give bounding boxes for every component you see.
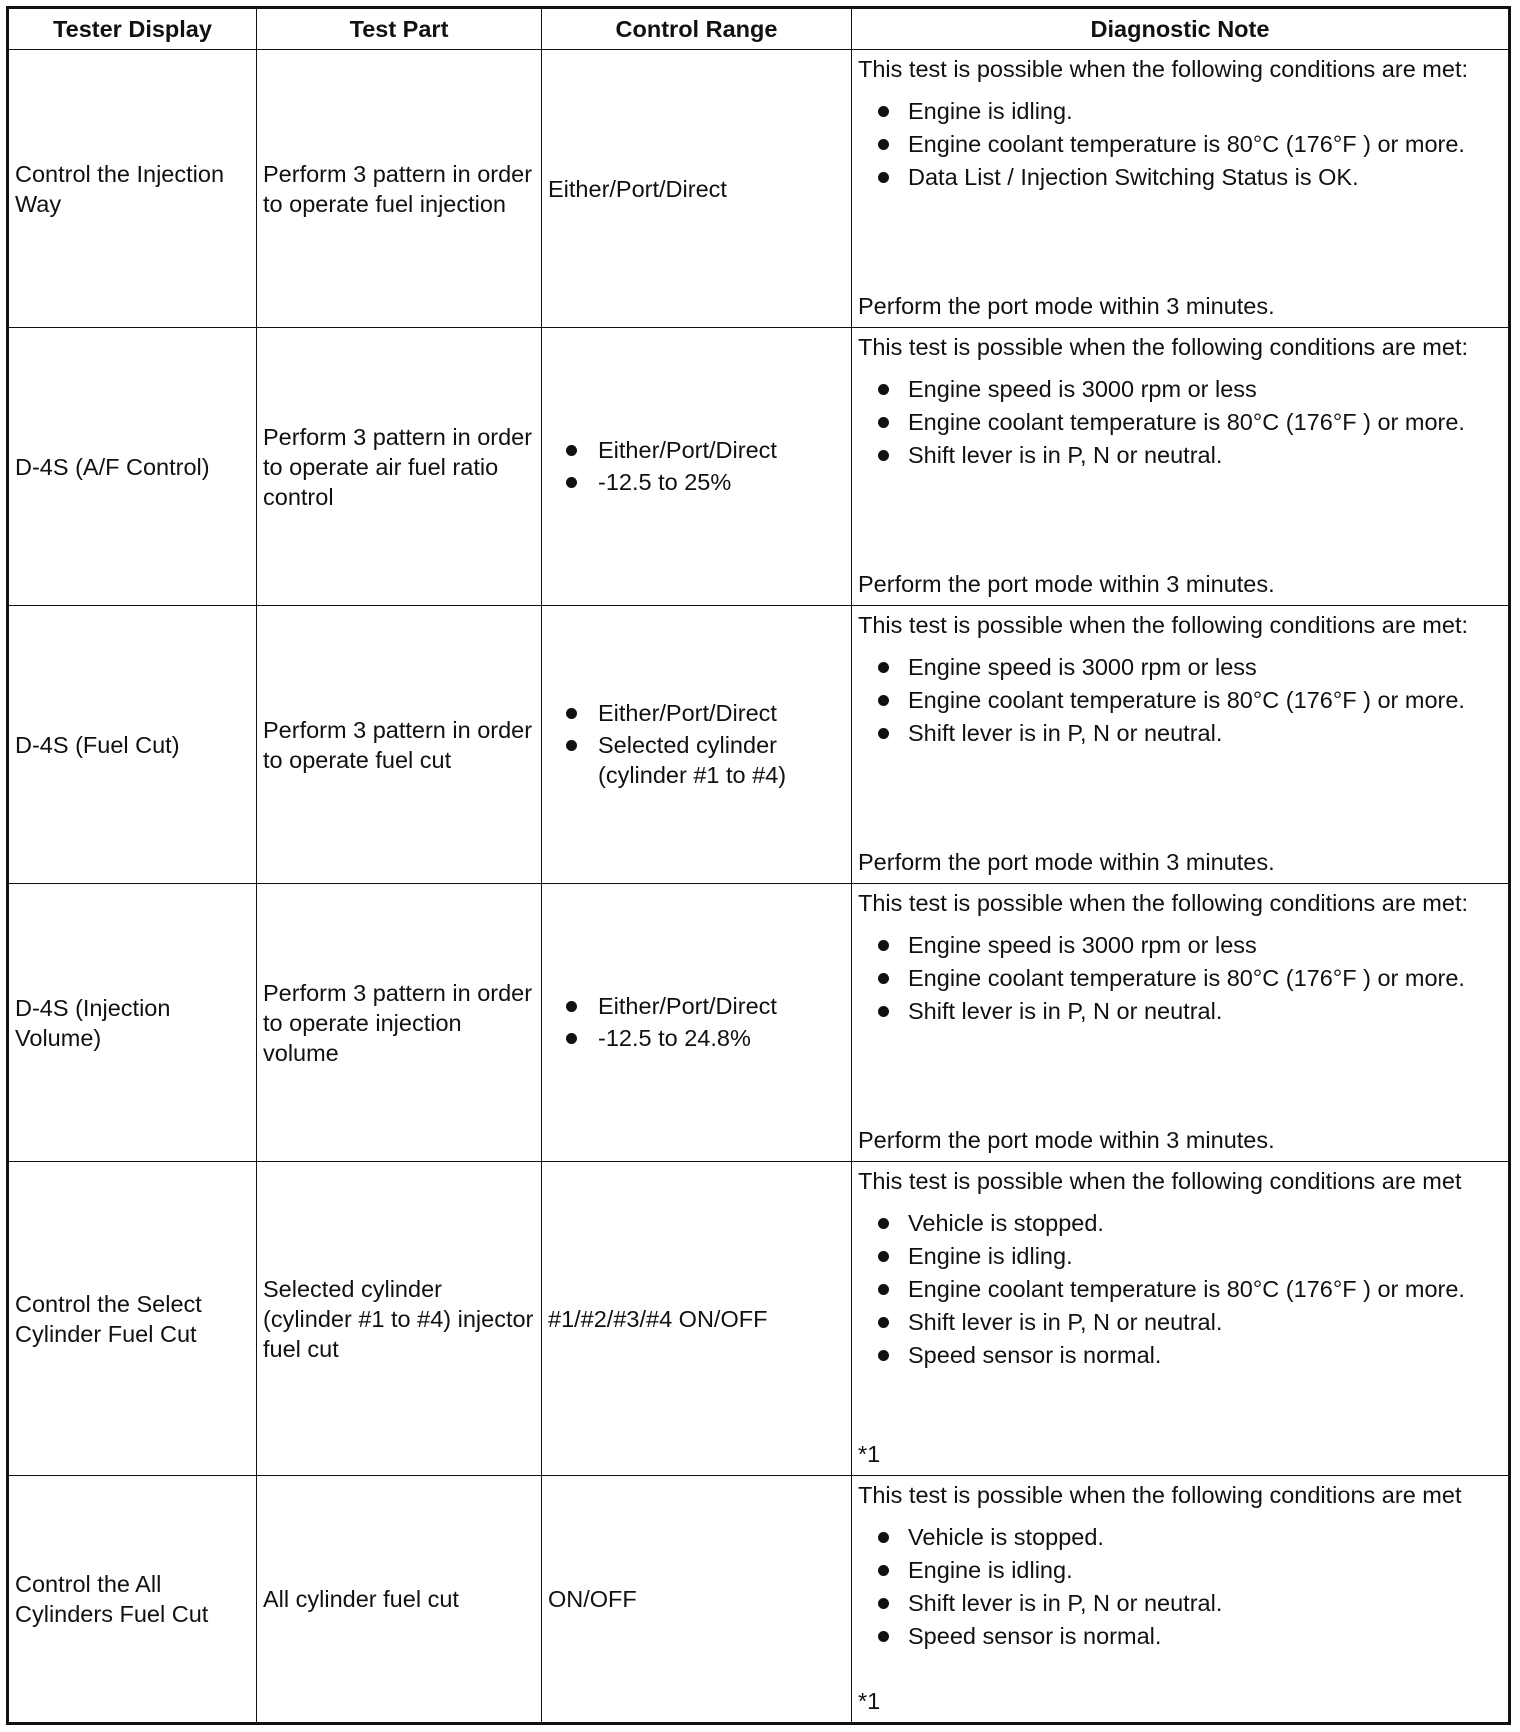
note-footer: *1	[858, 1441, 881, 1467]
cell-diagnostic-note	[852, 884, 1510, 1162]
condition-item: Shift lever is in P, N or neutral.	[858, 1307, 1502, 1337]
condition-item: Engine is idling.	[858, 1555, 1502, 1585]
control-range-item: Selected cylinder (cylinder #1 to #4)	[548, 730, 845, 790]
note-footer: Perform the port mode within 3 minutes.	[858, 293, 1275, 319]
condition-list	[858, 930, 1502, 1026]
table-row	[8, 606, 1510, 884]
note-footer: Perform the port mode within 3 minutes.	[858, 571, 1275, 597]
table-header	[8, 8, 1510, 50]
note-intro: This test is possible when the following conditions are met:	[858, 56, 1469, 82]
active-test-table-container	[6, 6, 1508, 1722]
note-intro: This test is possible when the following conditions are met	[858, 1482, 1462, 1508]
control-range-item: Either/Port/Direct	[548, 435, 845, 465]
condition-list	[858, 652, 1502, 748]
cell-control-range	[542, 1162, 852, 1476]
header-test-part: Test Part	[257, 8, 542, 50]
cell-control-range	[542, 1476, 852, 1724]
control-range-item: -12.5 to 25%	[548, 467, 845, 497]
condition-item: Speed sensor is normal.	[858, 1621, 1502, 1651]
condition-item: Engine coolant temperature is 80°C (176°F ) or more.	[858, 1274, 1502, 1304]
condition-item: Engine speed is 3000 rpm or less	[858, 930, 1502, 960]
header-tester-display: Tester Display	[8, 8, 257, 50]
condition-list	[858, 1522, 1502, 1651]
cell-tester-display: Control the Select Cylinder Fuel Cut	[8, 1162, 257, 1476]
condition-item: Shift lever is in P, N or neutral.	[858, 718, 1502, 748]
table-row	[8, 1476, 1510, 1724]
table-row	[8, 884, 1510, 1162]
condition-item: Engine coolant temperature is 80°C (176°F ) or more.	[858, 129, 1502, 159]
table-row	[8, 328, 1510, 606]
condition-item: Engine coolant temperature is 80°C (176°F ) or more.	[858, 963, 1502, 993]
cell-test-part: Perform 3 pattern in order to operate fuel cut	[257, 606, 542, 884]
header-diagnostic-note: Diagnostic Note	[852, 8, 1510, 50]
cell-tester-display: D-4S (A/F Control)	[8, 328, 257, 606]
cell-tester-display: D-4S (Injection Volume)	[8, 884, 257, 1162]
note-footer: Perform the port mode within 3 minutes.	[858, 1127, 1275, 1153]
cell-diagnostic-note	[852, 50, 1510, 328]
note-footer: Perform the port mode within 3 minutes.	[858, 849, 1275, 875]
condition-list	[858, 96, 1502, 192]
condition-item: Vehicle is stopped.	[858, 1522, 1502, 1552]
cell-tester-display: Control the Injection Way	[8, 50, 257, 328]
condition-item: Engine speed is 3000 rpm or less	[858, 652, 1502, 682]
condition-item: Engine coolant temperature is 80°C (176°F ) or more.	[858, 685, 1502, 715]
cell-control-range	[542, 606, 852, 884]
cell-diagnostic-note	[852, 328, 1510, 606]
note-intro: This test is possible when the following conditions are met:	[858, 334, 1469, 360]
cell-tester-display: D-4S (Fuel Cut)	[8, 606, 257, 884]
condition-item: Shift lever is in P, N or neutral.	[858, 1588, 1502, 1618]
control-range-item: Either/Port/Direct	[548, 991, 845, 1021]
cell-control-range	[542, 328, 852, 606]
note-intro: This test is possible when the following conditions are met:	[858, 890, 1469, 916]
table-row	[8, 50, 1510, 328]
note-intro: This test is possible when the following conditions are met:	[858, 612, 1469, 638]
cell-diagnostic-note	[852, 1476, 1510, 1724]
condition-item: Engine coolant temperature is 80°C (176°F ) or more.	[858, 407, 1502, 437]
control-range-list	[548, 435, 845, 497]
condition-item: Shift lever is in P, N or neutral.	[858, 440, 1502, 470]
control-range-list	[548, 991, 845, 1053]
cell-test-part: Perform 3 pattern in order to operate injection volume	[257, 884, 542, 1162]
control-range-item: -12.5 to 24.8%	[548, 1023, 845, 1053]
active-test-table	[6, 6, 1511, 1725]
control-range-text: #1/#2/#3/#4 ON/OFF	[548, 1305, 768, 1332]
cell-test-part: Perform 3 pattern in order to operate air fuel ratio control	[257, 328, 542, 606]
control-range-text: Either/Port/Direct	[548, 175, 727, 202]
note-intro: This test is possible when the following conditions are met	[858, 1168, 1462, 1194]
condition-item: Speed sensor is normal.	[858, 1340, 1502, 1370]
cell-control-range	[542, 884, 852, 1162]
table-row	[8, 1162, 1510, 1476]
condition-item: Shift lever is in P, N or neutral.	[858, 996, 1502, 1026]
header-control-range: Control Range	[542, 8, 852, 50]
cell-diagnostic-note	[852, 606, 1510, 884]
condition-item: Engine speed is 3000 rpm or less	[858, 374, 1502, 404]
condition-item: Data List / Injection Switching Status is OK.	[858, 162, 1502, 192]
control-range-list	[548, 698, 845, 790]
condition-item: Vehicle is stopped.	[858, 1208, 1502, 1238]
condition-item: Engine is idling.	[858, 96, 1502, 126]
condition-list	[858, 1208, 1502, 1370]
cell-diagnostic-note	[852, 1162, 1510, 1476]
cell-control-range	[542, 50, 852, 328]
table-body	[8, 50, 1510, 1724]
note-footer: *1	[858, 1688, 881, 1714]
control-range-item: Either/Port/Direct	[548, 698, 845, 728]
cell-test-part: Selected cylinder (cylinder #1 to #4) injector fuel cut	[257, 1162, 542, 1476]
condition-item: Engine is idling.	[858, 1241, 1502, 1271]
cell-test-part: Perform 3 pattern in order to operate fuel injection	[257, 50, 542, 328]
header-row	[8, 8, 1510, 50]
cell-tester-display: Control the All Cylinders Fuel Cut	[8, 1476, 257, 1724]
cell-test-part: All cylinder fuel cut	[257, 1476, 542, 1724]
control-range-text: ON/OFF	[548, 1586, 637, 1612]
condition-list	[858, 374, 1502, 470]
